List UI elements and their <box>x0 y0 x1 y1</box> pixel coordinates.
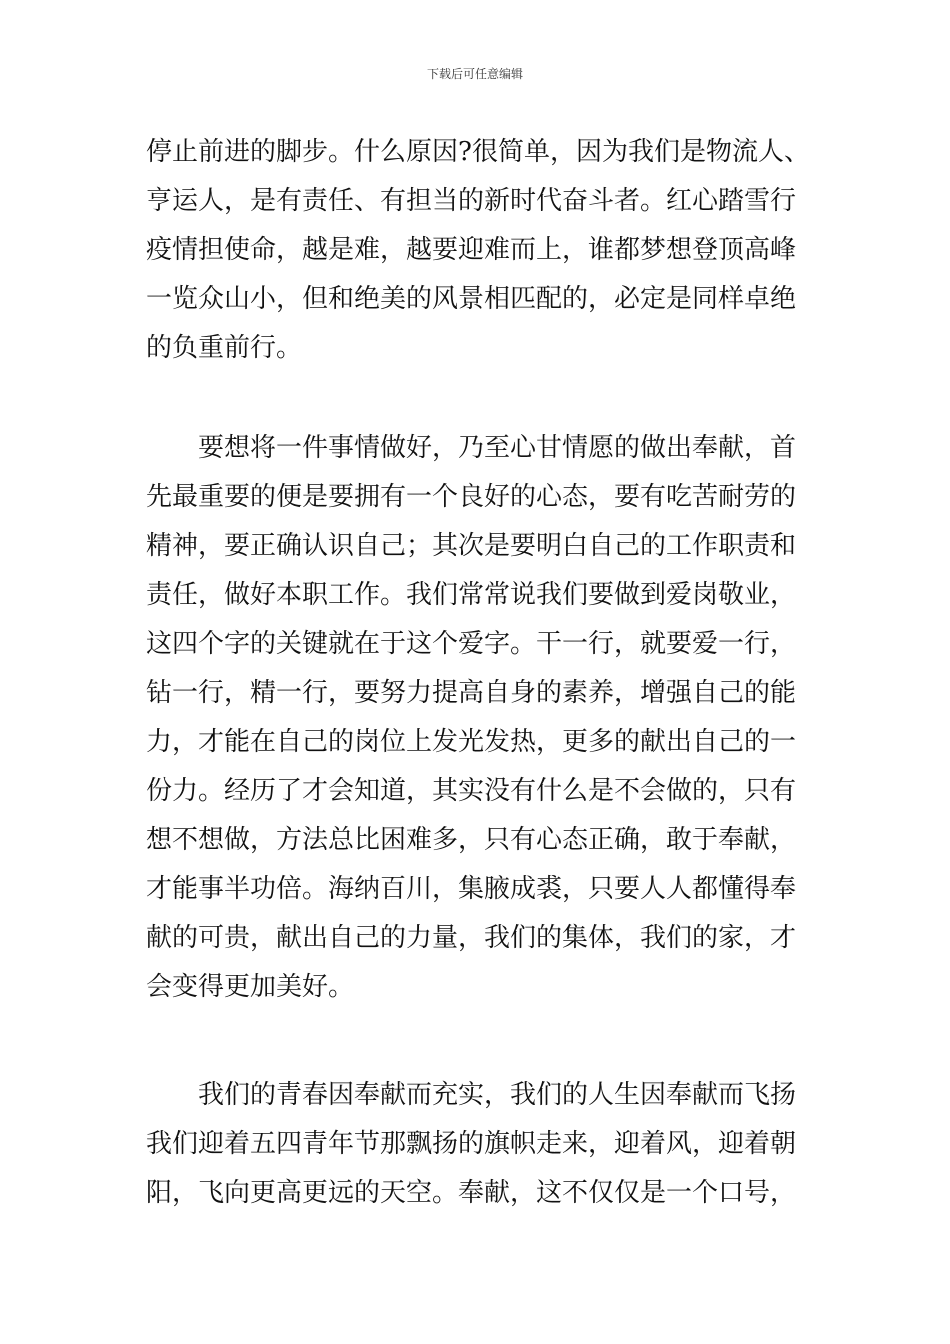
paragraph-2-line-1: 要想将一件事情做好，乃至心甘情愿的做出奉献，首 <box>198 433 797 463</box>
paragraph-2-line-11: 献的可贵，献出自己的力量，我们的集体，我们的家，才 <box>146 923 797 953</box>
paragraph-2-line-8: 份力。经历了才会知道，其实没有什么是不会做的，只有 <box>146 776 797 806</box>
paragraph-3-line-3: 阳，飞向更高更远的天空。奉献，这不仅仅是一个口号， <box>146 1178 797 1208</box>
paragraph-2-line-3: 精神，要正确认识自己；其次是要明白自己的工作职责和 <box>146 531 797 561</box>
paragraph-3-line-2: 我们迎着五四青年节那飘扬的旗帜走来，迎着风，迎着朝 <box>146 1129 797 1159</box>
paragraph-2-line-7: 力，才能在自己的岗位上发光发热，更多的献出自己的一 <box>146 727 797 757</box>
paragraph-2-line-2: 先最重要的便是要拥有一个良好的心态，要有吃苦耐劳的 <box>146 482 797 512</box>
page-header: 下载后可任意编辑 <box>426 67 523 81</box>
paragraph-2-line-5: 这四个字的关键就在于这个爱字。干一行，就要爱一行， <box>146 629 797 659</box>
paragraph-1-line-3: 疫情担使命，越是难，越要迎难而上，谁都梦想登顶高峰 <box>146 235 797 265</box>
paragraph-1-line-2: 亨运人，是有责任、有担当的新时代奋斗者。红心踏雪行 <box>146 186 797 216</box>
paragraph-1-line-5: 的负重前行。 <box>146 333 303 363</box>
paragraph-2-line-10: 才能事半功倍。海纳百川，集腋成裘，只要人人都懂得奉 <box>146 874 797 904</box>
paragraph-2-line-9: 想不想做，方法总比困难多，只有心态正确，敢于奉献， <box>146 825 797 855</box>
paragraph-1-line-1: 停止前进的脚步。什么原因?很简单，因为我们是物流人、 <box>146 137 810 167</box>
paragraph-3-line-1: 我们的青春因奉献而充实，我们的人生因奉献而飞扬 <box>198 1080 797 1110</box>
paragraph-2-line-4: 责任，做好本职工作。我们常常说我们要做到爱岗敬业， <box>146 580 797 610</box>
paragraph-2-line-12: 会变得更加美好。 <box>146 972 355 1002</box>
paragraph-1-line-4: 一览众山小，但和绝美的风景相匹配的，必定是同样卓绝 <box>146 284 797 314</box>
paragraph-2-line-6: 钻一行，精一行，要努力提高自身的素养，增强自己的能 <box>146 678 797 708</box>
